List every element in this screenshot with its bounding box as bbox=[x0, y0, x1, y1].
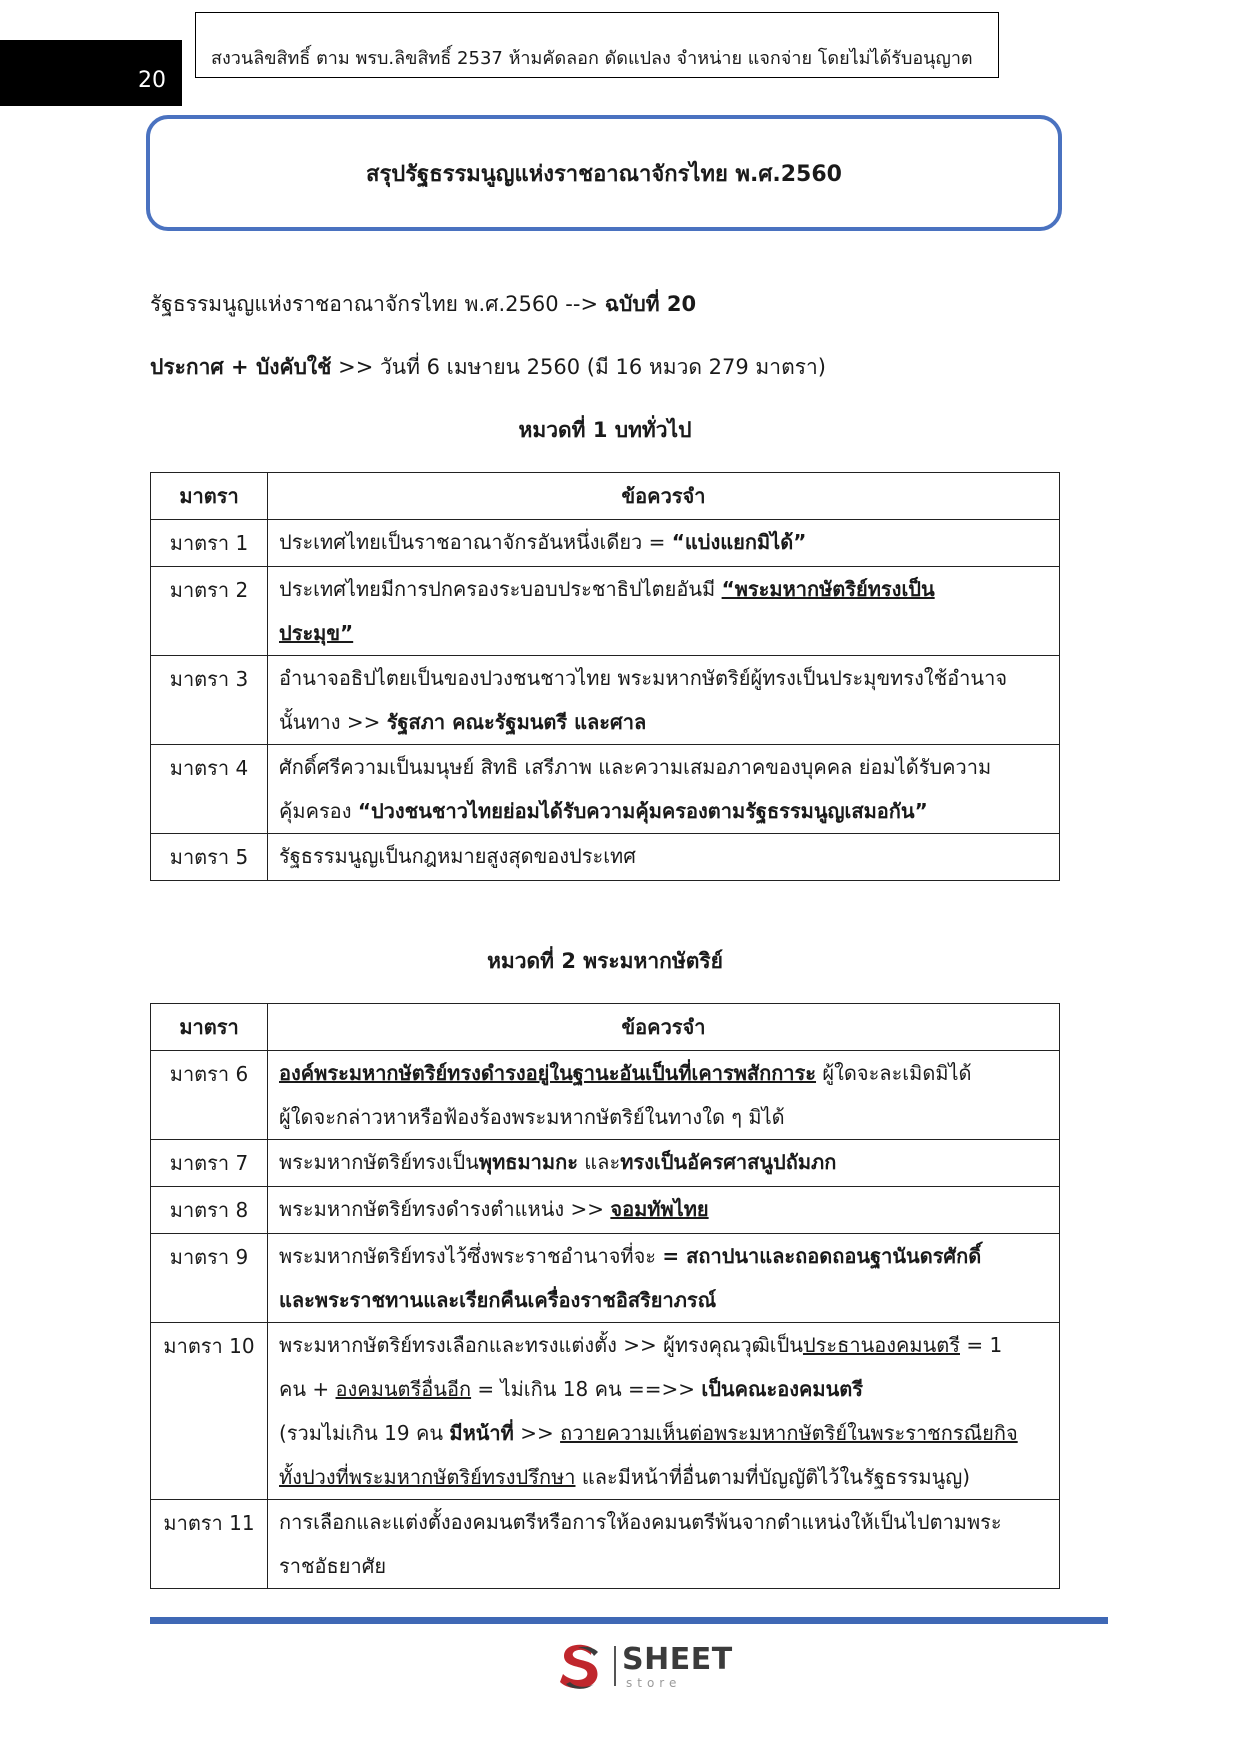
article-note: พระมหากษัตริย์ทรงดำรงตำแหน่ง >> จอมทัพไทย bbox=[268, 1187, 1060, 1234]
article-number: มาตรา 2 bbox=[151, 567, 268, 656]
table-row bbox=[151, 745, 1060, 834]
column-header-note: ข้อควรจำ bbox=[268, 1004, 1060, 1051]
sheet-store-logo bbox=[556, 1640, 733, 1692]
copyright-notice-box bbox=[195, 12, 999, 78]
table-row bbox=[151, 1500, 1060, 1589]
title-box bbox=[146, 115, 1062, 231]
column-header-article: มาตรา bbox=[151, 1004, 268, 1051]
intro-edition-text: รัฐธรรมนูญแห่งราชอาณาจักรไทย พ.ศ.2560 --> bbox=[150, 292, 605, 316]
table-row bbox=[151, 567, 1060, 656]
article-number: มาตรา 11 bbox=[151, 1500, 268, 1589]
column-header-article: มาตรา bbox=[151, 473, 268, 520]
article-number: มาตรา 10 bbox=[151, 1323, 268, 1500]
table-row bbox=[151, 834, 1060, 881]
article-number: มาตรา 9 bbox=[151, 1234, 268, 1323]
article-number: มาตรา 1 bbox=[151, 520, 268, 567]
table-row bbox=[151, 520, 1060, 567]
chapter-1-table bbox=[150, 472, 1060, 881]
article-note: องค์พระมหากษัตริย์ทรงดำรงอยู่ในฐานะอันเป็นที่เคารพสักการะ ผู้ใดจะละเมิดมิได้ ผู้ใดจะกล่าวหาหรือฟ้องร้องพระมหากษัตริย์ในทางใด ๆ มิได้ bbox=[268, 1051, 1060, 1140]
chapter-2-heading: หมวดที่ 2 พระมหากษัตริย์ bbox=[487, 949, 723, 973]
table-row bbox=[151, 1051, 1060, 1140]
table-header-row bbox=[151, 1004, 1060, 1051]
article-number: มาตรา 6 bbox=[151, 1051, 268, 1140]
page-number: 20 bbox=[138, 68, 166, 93]
footer-divider bbox=[150, 1617, 1108, 1624]
intro-line-edition bbox=[150, 288, 696, 321]
chapter-1-heading: หมวดที่ 1 บททั่วไป bbox=[518, 418, 692, 442]
table-row bbox=[151, 1187, 1060, 1234]
sheet-store-s-logo-icon bbox=[556, 1640, 604, 1692]
logo-divider bbox=[614, 1646, 616, 1686]
table-row bbox=[151, 1234, 1060, 1323]
article-number: มาตรา 4 bbox=[151, 745, 268, 834]
page-title: สรุปรัฐธรรมนูญแห่งราชอาณาจักรไทย พ.ศ.2560 bbox=[366, 161, 842, 187]
copyright-notice: สงวนลิขสิทธิ์ ตาม พรบ.ลิขสิทธิ์ 2537 ห้ามคัดลอก ดัดแปลง จำหน่าย แจกจ่าย โดยไม่ได้รับอนุญาต bbox=[211, 48, 973, 69]
article-note: ประเทศไทยมีการปกครองระบอบประชาธิปไตยอันมี “พระมหากษัตริย์ทรงเป็น ประมุข” bbox=[268, 567, 1060, 656]
table-header-row bbox=[151, 473, 1060, 520]
article-note: การเลือกและแต่งตั้งองคมนตรีหรือการให้องคมนตรีพ้นจากตำแหน่งให้เป็นไปตามพระ ราชอัธยาศัย bbox=[268, 1500, 1060, 1589]
table-row bbox=[151, 1140, 1060, 1187]
article-note: อำนาจอธิปไตยเป็นของปวงชนชาวไทย พระมหากษัตริย์ผู้ทรงเป็นประมุขทรงใช้อำนาจ นั้นทาง >> รัฐสภา คณะรัฐมนตรี และศาล bbox=[268, 656, 1060, 745]
chapter-2-table bbox=[150, 1003, 1060, 1589]
table-row bbox=[151, 1323, 1060, 1500]
article-number: มาตรา 3 bbox=[151, 656, 268, 745]
article-note: พระมหากษัตริย์ทรงเป็นพุทธมามกะ และทรงเป็นอัครศาสนูปถัมภก bbox=[268, 1140, 1060, 1187]
intro-promulgation-label: ประกาศ + บังคับใช้ bbox=[150, 355, 332, 379]
column-header-note: ข้อควรจำ bbox=[268, 473, 1060, 520]
article-number: มาตรา 5 bbox=[151, 834, 268, 881]
table-row bbox=[151, 656, 1060, 745]
logo-subtext: store bbox=[626, 1676, 682, 1690]
intro-promulgation-text: >> วันที่ 6 เมษายน 2560 (มี 16 หมวด 279 มาตรา) bbox=[331, 355, 826, 379]
article-note: รัฐธรรมนูญเป็นกฎหมายสูงสุดของประเทศ bbox=[268, 834, 1060, 881]
article-number: มาตรา 7 bbox=[151, 1140, 268, 1187]
intro-edition-number: ฉบับที่ 20 bbox=[604, 292, 697, 316]
article-note: พระมหากษัตริย์ทรงไว้ซึ่งพระราชอำนาจที่จะ = สถาปนาและถอดถอนฐานันดรศักดิ์ และพระราชทานและเรียกคืนเครื่องราชอิสริยาภรณ์ bbox=[268, 1234, 1060, 1323]
article-note: พระมหากษัตริย์ทรงเลือกและทรงแต่งตั้ง >> ผู้ทรงคุณวุฒิเป็นประธานองคมนตรี = 1 คน + องคมนตรีอื่นอีก = ไม่เกิน 18 คน ==>> เป็นคณะองคมนตรี (รวมไม่เกิน 19 คน มีหน้าที่ >> ถวายความเห็นต่อพระมหากษัตริย์ในพระราชกรณียกิจ ทั้งปวงที่พระมหากษัตริย์ทรงปรึกษา และมีหน้าที่อื่นตามที่บัญญัติไว้ในรัฐธรรมนูญ) bbox=[268, 1323, 1060, 1500]
article-note: ประเทศไทยเป็นราชอาณาจักรอันหนึ่งเดียว = “แบ่งแยกมิได้” bbox=[268, 520, 1060, 567]
article-note: ศักดิ์ศรีความเป็นมนุษย์ สิทธิ เสรีภาพ และความเสมอภาคของบุคคล ย่อมได้รับความ คุ้มครอง “ปวงชนชาวไทยย่อมได้รับความคุ้มครองตามรัฐธรรมนูญเสมอกัน” bbox=[268, 745, 1060, 834]
article-number: มาตรา 8 bbox=[151, 1187, 268, 1234]
logo-wordmark: SHEET bbox=[622, 1642, 733, 1677]
intro-line-promulgation bbox=[150, 351, 826, 384]
